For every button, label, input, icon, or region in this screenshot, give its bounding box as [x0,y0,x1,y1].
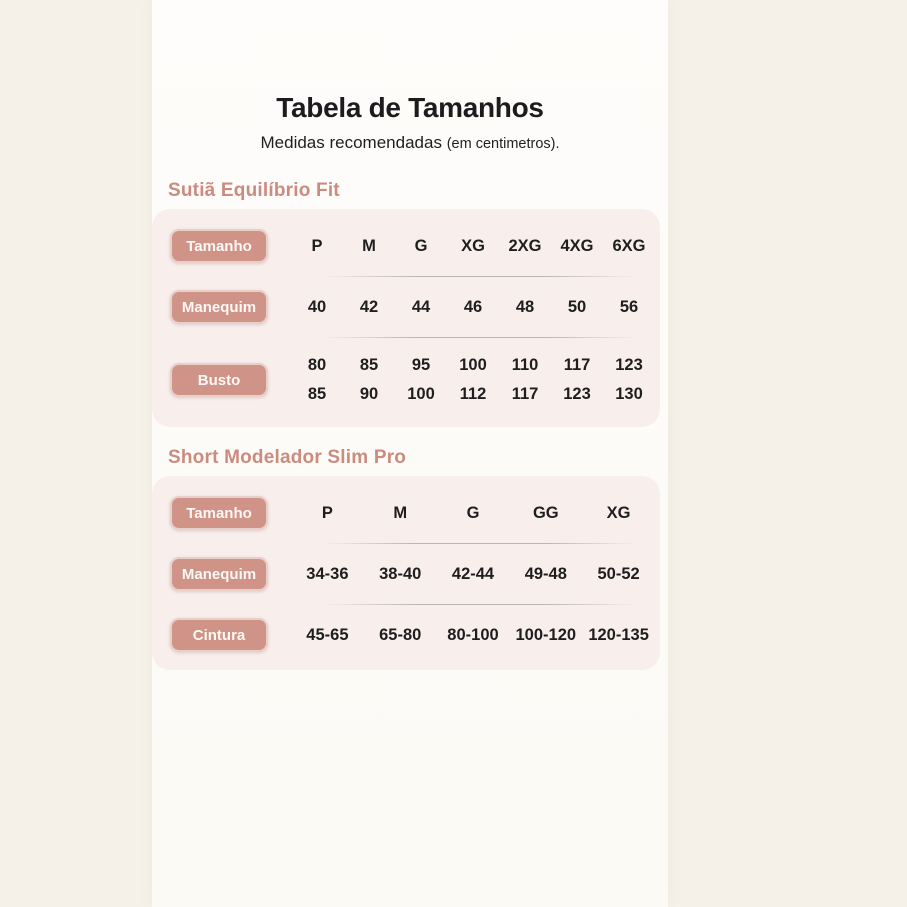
table-row-cintura [170,618,660,652]
table-row-tamanho [170,496,660,530]
measure-value-cell: 120-135 [588,625,649,644]
content-panel [152,0,668,907]
bust-max: 123 [563,385,591,403]
subtitle-text: Medidas recomendadas [260,133,442,152]
measure-value-cell: 42-44 [451,564,495,583]
row-label-cell [170,496,296,530]
bust-range-cell [504,351,556,409]
measure-value-cell: 49-48 [524,564,567,583]
bust-min: 123 [615,356,643,374]
size-header-cell: P [321,503,333,522]
bust-max: 100 [407,385,435,403]
size-header-cell: M [393,503,408,522]
measure-value-cell: 65-80 [379,625,422,644]
bust-min: 100 [459,356,487,374]
measure-value-cell: 42 [359,297,379,316]
bust-max: 112 [459,385,487,403]
bust-range-cell [400,351,452,409]
size-header-cell: 6XG [612,236,646,255]
table-row-tamanho [170,229,660,263]
table-row-manequim [170,557,660,591]
measure-value-cell: 50 [567,297,587,316]
page-subtitle [152,133,668,153]
measure-value-cell: 100-120 [515,625,577,644]
bust-range-cell [556,351,608,409]
measure-value-cell: 40 [307,297,327,316]
section-heading-short: Short Modelador Slim Pro [168,447,407,468]
size-header-cell: XG [606,503,631,522]
measure-value-cell: 45-65 [306,625,349,644]
row-label-cell [170,229,296,263]
bust-range-cell [348,351,400,409]
row-label-cell [170,557,296,591]
table-row-manequim [170,290,660,324]
row-divider [322,276,638,277]
size-header-cell: G [466,503,480,522]
section-heading-sutia: Sutiã Equilíbrio Fit [168,180,340,201]
row-label-pill: Manequim [170,557,268,591]
measure-value-cell: 44 [411,297,431,316]
row-divider [322,337,638,338]
page-title: Tabela de Tamanhos [276,92,544,123]
subtitle-note: (em centimetros). [446,136,560,152]
row-label-cell [170,363,296,397]
measure-value-cell: 56 [619,297,639,316]
bust-max: 90 [359,385,379,403]
size-header-cell: 2XG [508,236,542,255]
measure-value-cell: 48 [515,297,535,316]
row-label-pill: Busto [170,363,268,397]
row-label-pill: Tamanho [170,496,268,530]
measure-value-cell: 50-52 [597,564,640,583]
row-divider [322,543,638,544]
bust-min: 110 [511,356,539,374]
row-divider [322,604,638,605]
size-table-sutia [152,209,660,427]
bust-range-cell [608,351,660,409]
row-label-pill: Manequim [170,290,268,324]
bust-range-cell [452,351,504,409]
measure-value-cell: 80-100 [447,625,499,644]
bust-range-cell [296,351,348,409]
measure-value-cell: 34-36 [306,564,349,583]
bust-max: 130 [615,385,643,403]
size-header-cell: GG [532,503,559,522]
bust-max: 85 [307,385,327,403]
bust-min: 85 [359,356,379,374]
measure-value-cell: 46 [463,297,483,316]
bust-max: 117 [511,385,539,403]
row-label-cell [170,290,296,324]
size-header-cell: M [362,236,376,255]
table-row-busto [170,351,660,409]
bust-min: 80 [307,356,327,374]
bust-min: 117 [563,356,591,374]
size-header-cell: P [311,236,323,255]
row-label-cell [170,618,296,652]
size-header-cell: XG [461,236,485,255]
size-table-short [152,476,660,670]
measure-value-cell: 38-40 [379,564,422,583]
row-label-pill: Cintura [170,618,268,652]
size-header-cell: G [414,236,428,255]
row-label-pill: Tamanho [170,229,268,263]
bust-min: 95 [411,356,431,374]
size-header-cell: 4XG [560,236,594,255]
